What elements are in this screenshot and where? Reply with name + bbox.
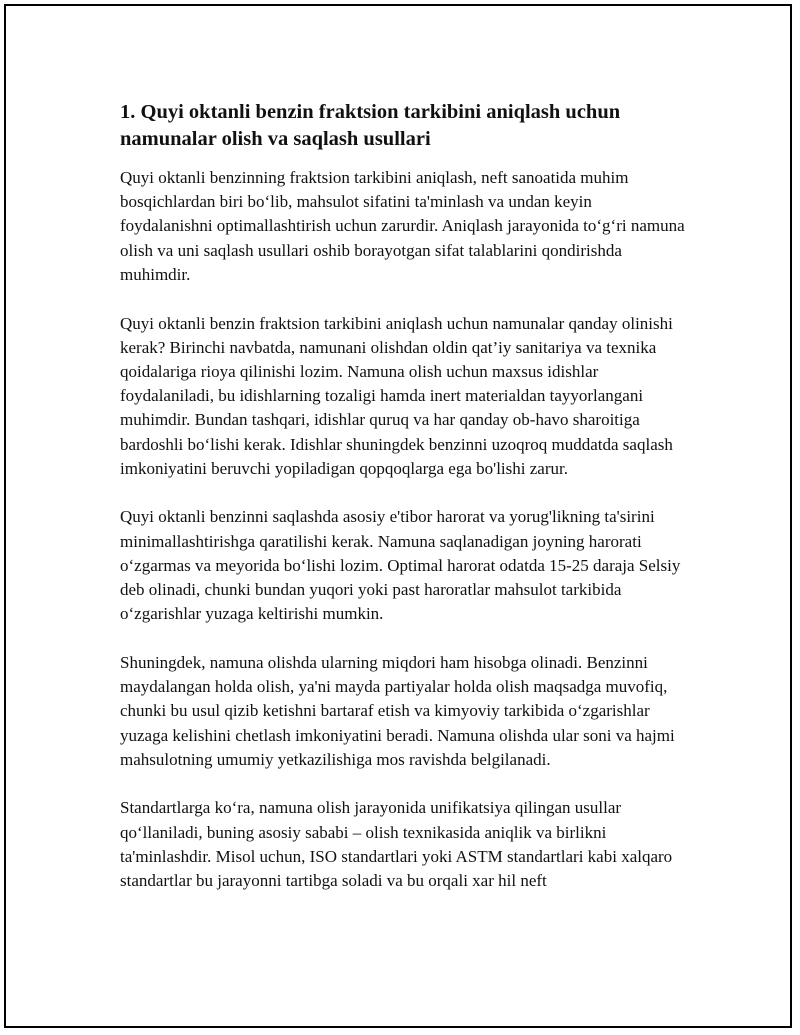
paragraph: Shuningdek, namuna olishda ularning miqdori ham hisobga olinadi. Benzinni maydalangan holda olish, ya'ni mayda partiyalar holda olish maqsadga muvofiq, chunki bu usul qizib ketishni bartaraf etish va kimyoviy tarkibida oʻzgarishlar yuzaga kelishini chetlash imkoniyatini beradi. Namuna olishda ular soni va hajmi mahsulotning umumiy yetkazilishiga mos ravishda belgilanadi. [120,652,675,769]
paragraph: Quyi oktanli benzinning fraktsion tarkibini aniqlash, neft sanoatida muhim bosqichlardan biri boʻlib, mahsulot sifatini ta'minlash va undan keyin foydalanishni optimallashtirish uchun zarurdir. Aniqlash jarayonida toʻgʻri namuna olish va uni saqlash usullari oshib borayotgan sifat talablarini qondirishda muhimdir. [120,168,685,284]
page-frame [4,4,792,1028]
document-body [120,99,686,918]
paragraph: Standartlarga koʻra, namuna olish jarayonida unifikatsiya qilingan usullar qoʻllaniladi, buning asosiy sababi – olish texnikasida aniqlik va birlikni ta'minlashdir. Misol uchun, ISO standartlari yoki ASTM standartlari kabi xalqaro standartlar bu jarayonni tartibga soladi va bu orqali xar hil neft [120,798,673,891]
paragraph: Quyi oktanli benzin fraktsion tarkibini aniqlash uchun namunalar qanday olinishi kerak? Birinchi navbatda, namunani olishdan oldin qat’iy sanitariya va texnika qoidalariga rioya qilinishi lozim. Namuna olish uchun maxsus idishlar foydalaniladi, bu idishlarning tozaligi hamda inert materialdan tayyorlangani muhimdir. Bundan tashqari, idishlar quruq va har qanday ob-havo sharoitiga bardoshli boʻlishi kerak. Idishlar shuningdek benzinni uzoqroq muddatda saqlash imkoniyatini beruvchi yopiladigan qopqoqlarga ega bo'lishi zarur. [120,313,673,478]
page-title: 1. Quyi oktanli benzin fraktsion tarkibini aniqlash uchun namunalar olish va saqlash usullari [120,101,621,150]
paragraph: Quyi oktanli benzinni saqlashda asosiy e'tibor harorat va yorug'likning ta'sirini minimallashtirishga qaratilishi kerak. Namuna saqlanadigan joyning harorati oʻzgarmas va meyorida boʻlishi lozim. Optimal harorat odatda 15-25 daraja Selsiy deb olinadi, chunki bundan yuqori yoki past haroratlar mahsulot tarkibida oʻzgarishlar yuzaga keltirishi mumkin. [120,507,681,624]
